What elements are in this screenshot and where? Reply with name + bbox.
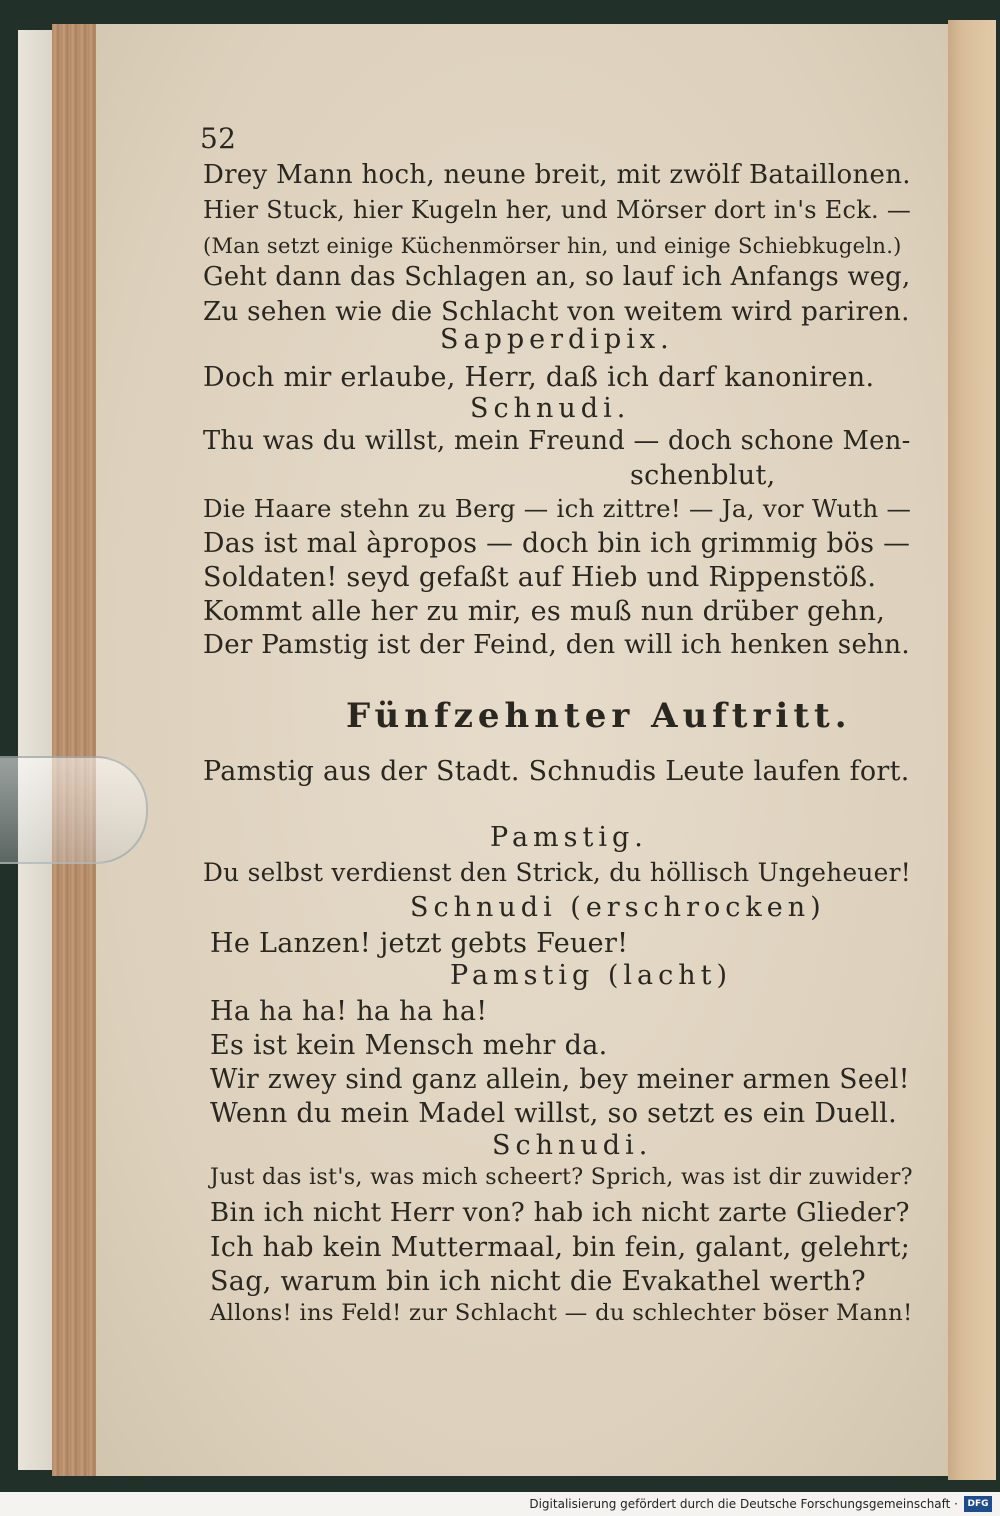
text-line: Drey Mann hoch, neune breit, mit zwölf Bataillonen. [203,160,911,190]
text-line: Geht dann das Schlagen an, so lauf ich Anfangs weg, [203,262,911,292]
text-line: Ha ha ha! ha ha ha! [210,996,488,1027]
text-line: Allons! ins Feld! zur Schlacht — du schlechter böser Mann! [210,1300,913,1326]
scene-heading: Fünfzehnter Auftritt. [346,696,852,736]
funding-credit: Digitalisierung gefördert durch die Deutsche Forschungsgemeinschaft · [529,1497,958,1511]
text-line: Hier Stuck, hier Kugeln her, und Mörser dort in's Eck. — [203,196,912,224]
dfg-logo: DFG [964,1496,992,1512]
text-line: Das ist mal àpropos — doch bin ich grimmig bös — [203,528,911,559]
text-line: Thu was du willst, mein Freund — doch schone Men- [203,426,911,456]
text-line: Zu sehen wie die Schlacht von weitem wird pariren. [203,297,910,327]
text-line: Doch mir erlaube, Herr, daß ich darf kanoniren. [203,362,875,393]
stage-direction: Pamstig aus der Stadt. Schnudis Leute laufen fort. [203,756,910,787]
text-line: Es ist kein Mensch mehr da. [210,1030,608,1061]
text-line: Der Pamstig ist der Feind, den will ich henken sehn. [203,630,910,660]
speaker-name: Schnudi (erschrocken) [410,892,826,923]
text-line: Kommt alle her zu mir, es muß nun drüber gehn, [203,596,886,627]
text-line: schenblut, [630,460,776,491]
page-number: 52 [200,122,237,155]
text-line: Du selbst verdienst den Strick, du höllisch Ungeheuer! [203,858,912,887]
speaker-name: Schnudi. [492,1130,653,1161]
text-line: Bin ich nicht Herr von? hab ich nicht zarte Glieder? [210,1198,910,1228]
speaker-name: Pamstig (lacht) [450,960,733,991]
text-line: Die Haare stehn zu Berg — ich zittre! — Ja, vor Wuth — [203,494,912,523]
text-line: Just das ist's, was mich scheert? Sprich, was ist dir zuwider? [210,1164,913,1190]
text-line: Soldaten! seyd gefaßt auf Hieb und Rippenstöß. [203,562,877,593]
speaker-name: Sapperdipix. [440,324,674,355]
digitization-footer [0,1492,1000,1516]
text-line: Wir zwey sind ganz allein, bey meiner armen Seel! [210,1064,910,1095]
text-line: Wenn du mein Madel willst, so setzt es ein Duell. [210,1098,898,1129]
stage-direction: (Man setzt einige Küchenmörser hin, und einige Schiebkugeln.) [203,234,902,258]
text-line: Ich hab kein Muttermaal, bin fein, galant, gelehrt; [210,1232,911,1263]
text-line: Sag, warum bin ich nicht die Evakathel werth? [210,1266,866,1297]
text-line: He Lanzen! jetzt gebts Feuer! [210,928,629,959]
speaker-name: Pamstig. [490,822,648,853]
speaker-name: Schnudi. [470,393,631,424]
